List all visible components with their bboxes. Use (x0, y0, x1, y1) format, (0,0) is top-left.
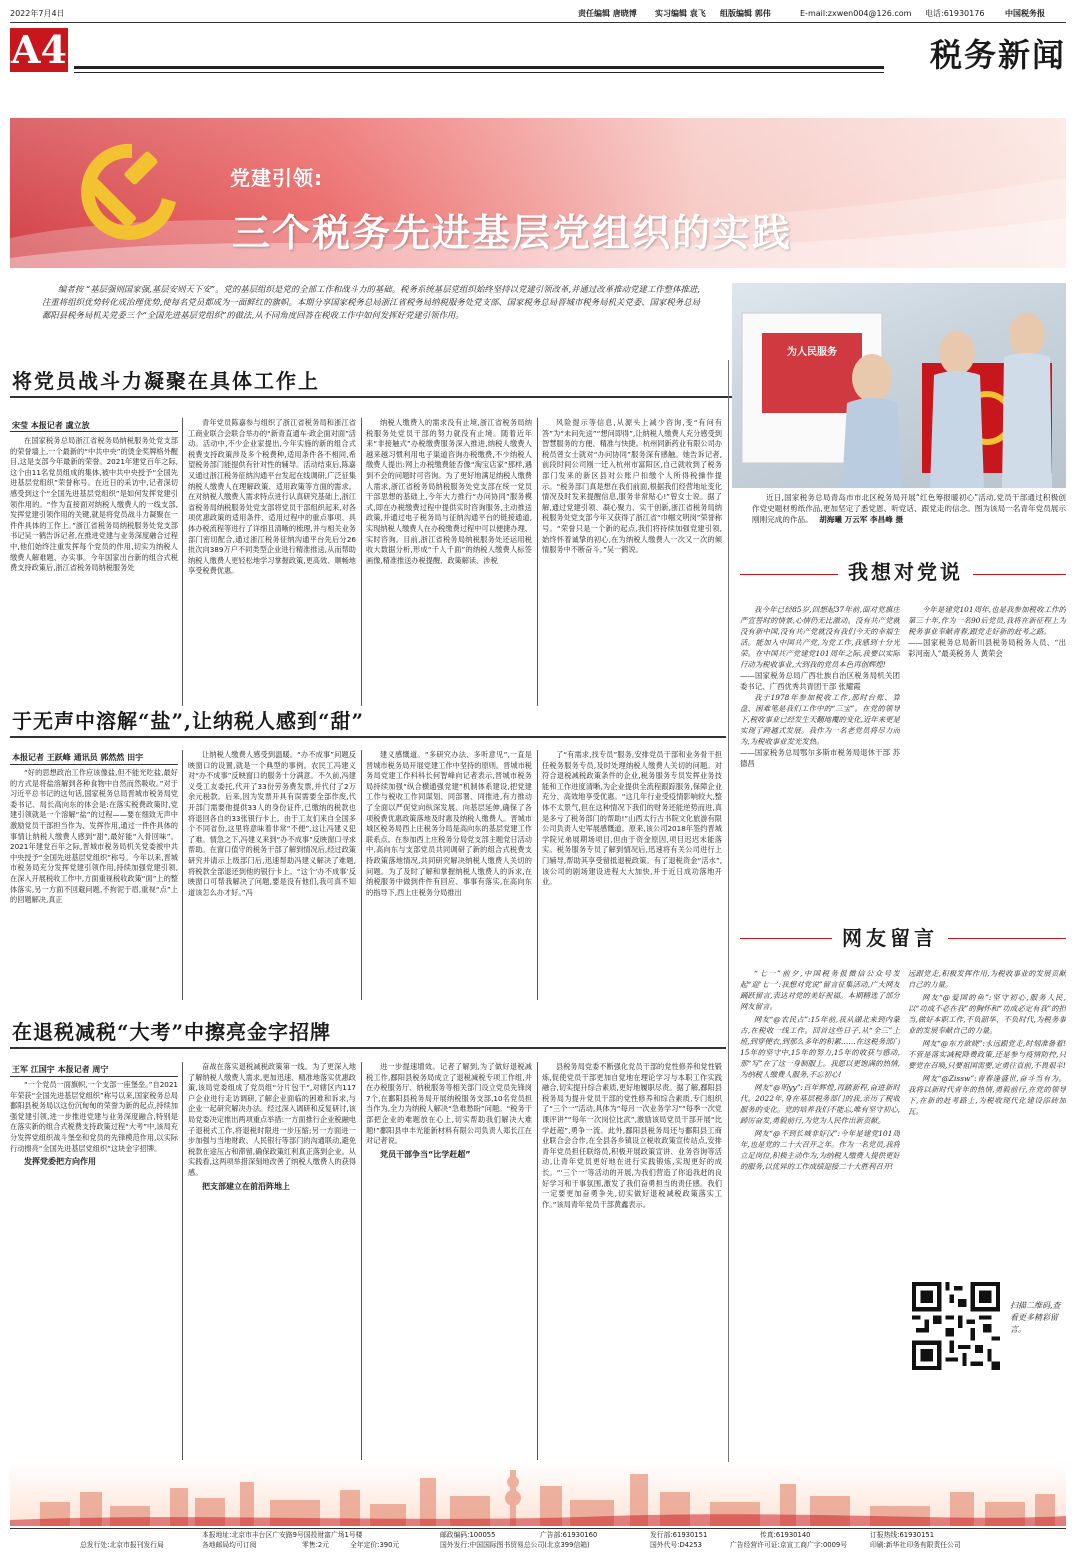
editor-email: E-mail:zxwen004@126.com (800, 9, 912, 18)
footer-fax: 传真:61930140 (760, 1531, 811, 1539)
footer-annual: 全年定价:390元 (350, 1541, 400, 1549)
net-msg-5: 网友“@爱国的鱼”:坚守初心,服务人民,以“功成不必在我”的胸怀和“功成必定有我”的担当,做好本职工作,不负韶华、不负时代,为税务事业的发展奉献自己的力量。 (908, 993, 1066, 1035)
party-sign-1: ——国家税务总局广西壮族自治区税务局机关团委书记、广西优秀共青团干部 张耀霞 (740, 671, 900, 691)
party-msg-1: 我今年已经85岁,回想起37年前,面对党旗庄严宣誓时的情景,心情仍无比激动。没有共产党就没有新中国,没有共产党就没有我们今天的幸福生活。能加入中国共产党,为党工作,我感到十分光荣。在中国共产党建党101周年之际,我要以实际行动为税收事业,大到我的党员本色再创辉煌! (740, 605, 900, 669)
column-party-left (740, 604, 900, 914)
editor-3: 组版编辑 郭伟 (720, 9, 771, 18)
article1-text-3: 纳税人缴费人的需求没有止境,浙江省税务局纳税服务处党员干部的努力就没有止境。随着近年来“非接触式”办税缴费服务深入推进,纳税人缴费人越来越习惯利用电子渠道咨询办税缴费,不少纳税人缴费人提出:网上办税缴费能否像“淘宝店家”那样,遇到不会的问题时可咨询。为了更好地满足纳税人缴费人需求,浙江省税务局纳税服务处党支部在统一党员干部思想的基础上,今年大力推行“办问协同”服务模式,即在办税缴费过程中提供实时咨询服务,主动推送政策,并通过电子税务局与征纳沟通平台的链接通道,实现纳税人缴费人在办税缴费过程中可以便捷办理、实时咨询。目前,浙江省税务局纳税服务处还运用税收大数据分析,形成“千人千面”的纳税人缴费人标签画像,精准推送办税提醒、政策解读、涉税 (366, 418, 532, 565)
party-msg-3: 今年是建党101周年,也是我参加税收工作的第三十年,作为一名90后党员,我将在新征程上为税务事业奉献青春,跟党走好新的赶考之路。 (908, 605, 1066, 636)
footer-overseas: 国外发行:中国国际图书贸易总公司(北京399信箱) (440, 1541, 590, 1549)
footer (10, 1530, 1066, 1552)
editor-2: 实习编辑 袁飞 (655, 9, 706, 18)
photo-caption-text: 近日,国家税务总局青岛市市北区税务局开展“红色筹报暖初心”活动,党员干部通过积极创作党史题材剪纸作品,更加坚定了悉党恩、听党话、跟党走的信念。图为该局一名青年党员展示刚刚完成的作品。 (752, 493, 1066, 524)
article1-col-3 (366, 418, 532, 706)
column-net-header (740, 918, 1066, 958)
article2-col-4 (542, 750, 722, 1000)
footer-hotline: 订报热线:61930151 (870, 1531, 935, 1539)
section-title: 税务新闻 (929, 36, 1066, 74)
net-msg-7: 网友“@Zissw”:青春逢盛世,奋斗当有为。我将以新时代青年的热情,勇毅前行,在党的领导下,在新的赶考路上,为税收现代化建设添砖加瓦。 (908, 1074, 1066, 1116)
article3-col-1 (10, 1080, 178, 1460)
article3-byline: 王军 江国宇 本报记者 周宁 (12, 1065, 109, 1074)
article1-byline: 宋莹 本报记者 虞立放 (12, 421, 90, 430)
top-info-bar (10, 8, 1066, 20)
article1-text-2: 青年党员陈嘉参与组织了浙江省税务局和浙江省工商业联合会联合举办的“新青直通车·政企面对面”活动。活动中,不少企业家提出,今年实施的新的组合式税费支持政策涉及多个税费种,适用条件各不相同,希望税务部门能提供有针对性的辅导。活动结束后,陈嘉又通过浙江税务征纳沟通平台发起在线调研,广泛征集纳税人缴费人在理解政策、适用政策等方面的需求。在对纳税人缴费人需求特点进行认真研究基础上,浙江省税务局纳税服务处党支部将党员干部组织起来,对各项优惠政策的适用条件、适用过程中的重点事项、具体办税流程等进行了详细且清晰的梳理,并与相关业务部门密切配合,通过浙江税务征纳沟通平台先后分26批次向389万户不同类型企业进行精准推送,从而帮助纳税人缴费人更轻松地学习掌握政策,更高效、顺畅地享受税费优惠。 (188, 418, 356, 576)
footer-issuer: 总发行处:北京市报刊发行局 (80, 1541, 164, 1549)
footer-postcode: 邮政编码:100055 (440, 1531, 496, 1539)
article2-col-1 (10, 768, 178, 1000)
article3-col-3 (366, 1062, 532, 1460)
footer-dist-dept: 发行部:61930151 (650, 1531, 708, 1539)
photo-credit: 胡海曦 万云军 李昌峰 摄 (819, 515, 904, 524)
article2-text-4: 了“有需求,找专员”服务,安排党员干部和业务骨干担任税务服务专员,及时处理纳税人缴费人关切的问题。对符合退税减税政策条件的企业,税务服务专员发挥业务技能和工作进度清晰,为企业提供全流程跟踪服务,保障企业充分、高效地享受优惠。“这几年行业受疫情影响较大,整体不太景气,但在这种情况下我们的财务还能逆势而进,真是多亏了税务部门的帮助!”山西太行古书院文化旅游有限公司负责人史军展感慨道。原来,该公司2018年签约晋城学院兄弟展期场项目,但由于资金原因,项目迟迟未能落实。税务服务专员了解到情况后,迅速将有关公司进行上门辅导,帮助其享受留抵退税政策。有了退税资金“活水”,该公司的剧场建设进程大大加快,并于近日成功落地开业。 (542, 750, 722, 887)
article3-title: 在退税减税“大考”中擦亮金字招牌 (12, 1020, 332, 1044)
hammer-sickle-icon (72, 132, 192, 252)
issue-date: 2022年7月4日 (10, 9, 65, 18)
banner-title: 三个税务先进基层党组织的实践 (232, 211, 793, 255)
editor-phone: 电话:61930176 (925, 9, 985, 18)
net-msg-4: 远跟党走,积极发挥作用,为税收事业的发展贡献自己的力量。 (908, 969, 1066, 989)
net-intro: “七一”前夕,中国税务报微信公众号发起“迎‘七一’:我想对党说”留言征集活动,广大网友踊跃留言,表达对党的美好祝福。本期精选了部分网友留言。 (740, 969, 900, 1011)
article3-text-3: 进一步提速增效。记者了解到,为了做好退税减税工作,鄱阳县税务局成立了退税减税专项工作组,并在办税服务厅、纳税服务等相关部门设立党员先锋岗7个,在鄱阳县税务局开展纳税服务支部,10名党员担当作为,全力为纳税人解决“急难愁盼”问题。“税务干部把企业的难题放在心上,切实帮助我们解决大难题!”鄱阳县申丰光能新材料有限公司负责人郑长江在对记者说。 (366, 1062, 532, 1146)
article2-title: 于无声中溶解“盐”,让纳税人感到“甜” (12, 709, 364, 733)
column-net-right (908, 968, 1066, 1272)
article2-text-1: “好的思想政治工作应该像盐,但不能光吃盐,最好的方式是将盐溶解到各种食物中自然而然吸收。”对于习近平总书记的这句话,国家税务总局晋城市税务局党委书记、局长高向东的体会是:在落实税费政策时,党建引领就是一个溶解“盐”的过程——要在细致无声中激励党员干部担当作为、发挥作用,通过一件件具体的事情让纳税人缴费人感到“甜”,最好能“入骨回味”。2021年建党百年之际,晋城市税务局机关党委被中共中央授予“全国先进基层党组织”称号。今年以来,晋城市税务局充分发挥党建引领作用,持续加强党建引领,在深入开展税收工作中,方面重视税收政策“面”上的整体落实,另一方面不回避问题,不拘泥于眉,重视“点”上的回题解决,真正 (10, 768, 178, 905)
column-party-title: 我想对党说 (838, 556, 973, 585)
footer-printer: 印刷:新华社印务有限责任公司 (870, 1541, 961, 1549)
net-msg-3: 网友“@不到长城非好汉”:今年是建党101周年,也是党的二十大召开之年。作为一名党员,我将立足岗位,积极主动作为,为纳税人缴费人提供更好的服务,以优异的工作成绩迎接二十大胜利召开! (740, 1129, 900, 1171)
column-net-title: 网友留言 (832, 922, 948, 951)
party-sign-2: ——国家税务总局鄂尔多斯市税务局退休干部 苏德昌 (740, 748, 900, 768)
article2-col-2 (188, 750, 356, 1000)
party-sign-3: ——国家税务总局新川县税务局税务人员、“出彩河南人”最美税务人 黄荣会 (908, 638, 1066, 658)
column-net-left (740, 968, 900, 1458)
column-party-right (908, 604, 1066, 914)
article2-text-3: 建义感慨道。“多研究办法、多听意见”,一直是晋城市税务局开展党建工作中坚持的原则。晋城市税务局党建工作科科长何智峰向记者表示,晋城市税务局持续加强“纵合横通强党建”机制体系建设,把党建工作与税收工作同谋划、同部署、同推进,有力推动了全面以严促党向纵深发展、向基层延伸,确保了各项税费优惠政策落地及时惠及纳税人缴费人。晋城市城区税务局西上庄税务分局是高向东的基层党建工作联系点。在参加西上庄税务分局党支部主题党日活动中,高向东与支部党员共同调研了新的组合式税费支持政策落地情况,共同研究解决纳税人缴费人关切的问题。为了及时了解和掌握纳税人缴费人的诉求,在纳税服务中做到件件有回应、事事有落实,在高向东的指导下,西上庄税务分局推出 (366, 750, 532, 897)
article2-text-2: 让纳税人缴费人感受到温暖。“办不成事”问题反映窗口的设置,就是一个典型的事例。农民工冯建义对“办不成事”反映窗口的服务十分满意。不久前,冯建义受工友委托,代开了33份劳务费发票,并代付了2万余元税款。后来,因为发票开具有误需要全部作废,代开部门需要他提供33人的身份证件,已缴纳的税款也将退回各自的33张银行卡上。由于工友们来自全国多个不同省份,这里将意味着非常“不便”,这让冯建义犯了难。情急之下,冯建义来到“办不成事”反映窗口寻求帮助。在窗口值守的税务干部了解到情况后,经过政策研究并请示上级部门后,迅速帮助冯建义解决了难题,将税款全部退还到他的银行卡上。“这个‘办不成事’反映窗口可帮我解决了问题,要是没有他们,我可真不知道该怎么办才好。”冯 (188, 750, 356, 897)
article2-byline: 本报记者 王跃峰 通讯员 郭然然 田宇 (12, 753, 144, 762)
article3-col-4 (542, 1062, 722, 1460)
city-skyline-decoration (10, 1462, 1066, 1526)
article3-text-2: 奋战在落实退税减税政策第一线。为了更深入地了解纳税人缴费人需求,更加迅速、精准地落实优惠政策,该局党委组成了党员组“分片包干”,对辖区内117户企业进行走访调研,了解企业面临的困难和诉求,与企业一起研究解决办法。经过深入调研和反复研讨,该局党委决定推出两项重点举措:一方面推行企业税融电子退税式工作,将退税时限进一步压缩;另一方面进一步加强与当地财政、人民银行等部门的沟通联动,避免税款在途压占和滞留,确保政策红利真正落到企业。从实践看,这两项举措深刻地改善了纳税人缴费人的获得感。 (188, 1062, 356, 1177)
editor-note: 编者按 “基层强则国家强,基层安则天下安”。党的基层组织是党的全部工作和战斗力的基础。税务系统基层党组织始终坚持以党建引领改革,并通过改革推动党建工作整体推进,注重将组织优势转化成治理优势,使每名党员都成为一面鲜红的旗帜。本期分享国家税务总局浙江省税务局纳税服务处党支部、国家税务总局晋城市税务局机关党委、国家税务总局鄱阳县税务局机关党委三个“全国先进基层党组织”的做法,从不同角度回答在税收工作中如何发挥好党建引领作用。 (42, 284, 700, 320)
article3-col-2 (188, 1062, 356, 1460)
qr-code-icon[interactable] (912, 1282, 1000, 1370)
net-msg-6: 网友“@东方欲晓”:永远跟党走,时刻准备着!不管是落实减税降费政策,还是参与疫情防控,只要党在召唤,只要祖国需要,定勇往直前,不畏艰辛! (908, 1039, 1066, 1070)
footer-subscribe: 各地邮局均可订阅 (202, 1541, 257, 1549)
page-number: A4 (11, 27, 67, 72)
photo-illustration (732, 283, 1066, 488)
net-msg-1: 网友“@农民占”:15年前,我从湖北来到内蒙古,在税收一线工作。回首这些日子,从“全三”上班,到穿便衣,到那么多年的积累……在这税务部门15年的坚守中,15年的努力,15年的收获与感动,那“写”在了这一身制服上。我愿以更饱满的热情,为纳税人缴费人服务,不忘初心! (740, 1015, 900, 1079)
article3-subhead-3: 党员干部争当“比学赶超” (380, 1149, 471, 1159)
footer-license: 广告经营许可证:京宣工商广字:0009号 (730, 1541, 848, 1549)
flag-text: 为人民服务 (787, 347, 837, 358)
article2-col-3 (366, 750, 532, 1000)
footer-retail: 零售:2元 (302, 1541, 330, 1549)
article1-col-4 (542, 418, 722, 706)
paper-name: 中国税务报 (1005, 9, 1045, 18)
article3-subhead-2: 把支部建立在前沿阵地上 (202, 1181, 290, 1191)
editor-1: 责任编辑 唐晓博 (578, 9, 637, 18)
article1-col-1 (10, 436, 178, 706)
article1-title: 将党员战斗力凝聚在具体工作上 (12, 369, 320, 393)
net-msg-2: 网友“@明yy”:百年辉煌,再踏新程,奋进新时代。2022年,身在基层税务部门的我,亲历了税收服务的变化。党的培养我们不能忘,唯有坚守初心,踔厉奋发,勇毅前行,为党为人民作出新贡献。 (740, 1083, 900, 1125)
photo-caption (752, 492, 1066, 525)
banner-kicker: 党建引领: (230, 166, 323, 190)
article1-text-1: 在国家税务总局浙江省税务局纳税服务处党支部的荣誉墙上,一个最新的“中共中央”的烫金奖牌格外醒目,这是支部今年最新的荣誉。2021年建党百年之际,这个由11名党员组成的集体,被中共中央授予“全国先进基层党组织”荣誉称号。在近日的采访中,记者深切感受到这个“全国先进基层党组织”是如何发挥党建引领作用的。“作为直接面对纳税人缴费人的一线支部,发挥党建引领作用的关键,就是将党员战斗力凝聚在一件件具体的工作上。”浙江省税务局纳税服务处党支部书记吴一鹤告诉记者,在推进党建与业务深度融合过程中,他们始终注重发挥每个党员的作用,切实为纳税人缴费人解难题、办实事。今年国家出台新的组合式税费支持政策后,浙江省税务局纳税服务处 (10, 436, 178, 573)
article3-text-4: 县税务局党委不断强化党员干部的党性修养和党性锻炼,促使党员干部更加自觉地在理论学习与本职工作实践融合,切实提升综合素质,更好地履职尽责。据了解,鄱阳县税务局为提升党员干部的党性修养和综合素质,专门组织了“三个一”活动,具体为“每月一次业务学习”“每季一次党课评讲”“每年一次岗位比武”,激励该局党员干部开展“比学赶超”,勇争一流。此外,鄱阳县税务局还与鄱阳县工商业联合会合作,在全县各乡镇设立税收政策宣传站点,安排青年党员担任联络员,积极开展政策宣讲、业务咨询等活动,让青年党员更好地在进行实践锻炼,实现更好的成长。“‘三个一’等活动的开展,为我们营造了你追我赶的良好学习和干事氛围,激发了我们奋勇担当的责任感。我们一定要更加奋勇争先,切实做好退税减税政策落实工作。”该局青年党员干部黄鑫表示。 (542, 1062, 722, 1209)
banner (10, 118, 1066, 268)
footer-address: 本报地址:北京市丰台区广安路9号国投财富广场1号楼 (202, 1531, 363, 1539)
article1-col-2 (188, 418, 356, 706)
article3-subhead-1: 发挥党委把方向作用 (24, 1157, 96, 1167)
article3-text-1: “一个党员一面旗帜,一个支部一座堡垒。”自2021年荣获“全国先进基层党组织”称号以来,国家税务总局鄱阳县税务局以这份沉甸甸的荣誉为新的起点,持续加强党建引领,进一步推进党建与业务深度融合,特别是在落实新的组合式税费支持政策过程“大考”中,该局充分发挥党组织战斗堡垒和党员的先锋模范作用,以实际行动擦亮“全国先进基层党组织”这块金字招牌。 (10, 1080, 178, 1153)
news-photo (732, 283, 1066, 488)
column-party-header (740, 548, 1066, 604)
article1-text-4: 风险提示等信息,从源头上减少咨询,变“有问有答”为“未问先送”“想问即得”,让纳税人缴费人充分感受到智慧服务的方便、精准与快捷。杭州同新药业有限公司办税员曾女士就对“办问协同”服务深有感触。她告诉记者,前段时间公司刚一迁入杭州市富阳区,自己就收到了税务部门发来的新区县对公账户扣缴个人所得税操作提示。“税务部门真是想在我们前面,根据我们经营地址变化情况及时发来提醒信息,服务非常贴心!”曾女士说。据了解,通过党建引领、凝心聚力、实干创新,浙江省税务局纳税服务处党支部今年又获得了浙江省“巾帼文明岗”荣誉称号。“荣誉只是一个新的起点,我们将持续加强党建引领,始终怀着诚挚的初心,在为纳税人缴费人一次又一次的倾情服务中不断奋斗。”吴一鹤说。 (542, 418, 722, 555)
qr-caption: 扫描二维码,查看更多精彩留言。 (1010, 1301, 1061, 1334)
footer-ad-dept: 广告部:61930160 (540, 1531, 598, 1539)
party-msg-2: 我于1978年参加税收工作,那时台账、算盘、困难笔是我们工作中的“三宝”。在党的领导下,税收事业已经发生天翻地覆的变化,近年来更是实现了跨越式发展。我作为一名老党员将尽力而为,为税收事业发光发热。 (740, 693, 900, 746)
footer-overseas-code: 国外代号:D4253 (650, 1541, 703, 1549)
